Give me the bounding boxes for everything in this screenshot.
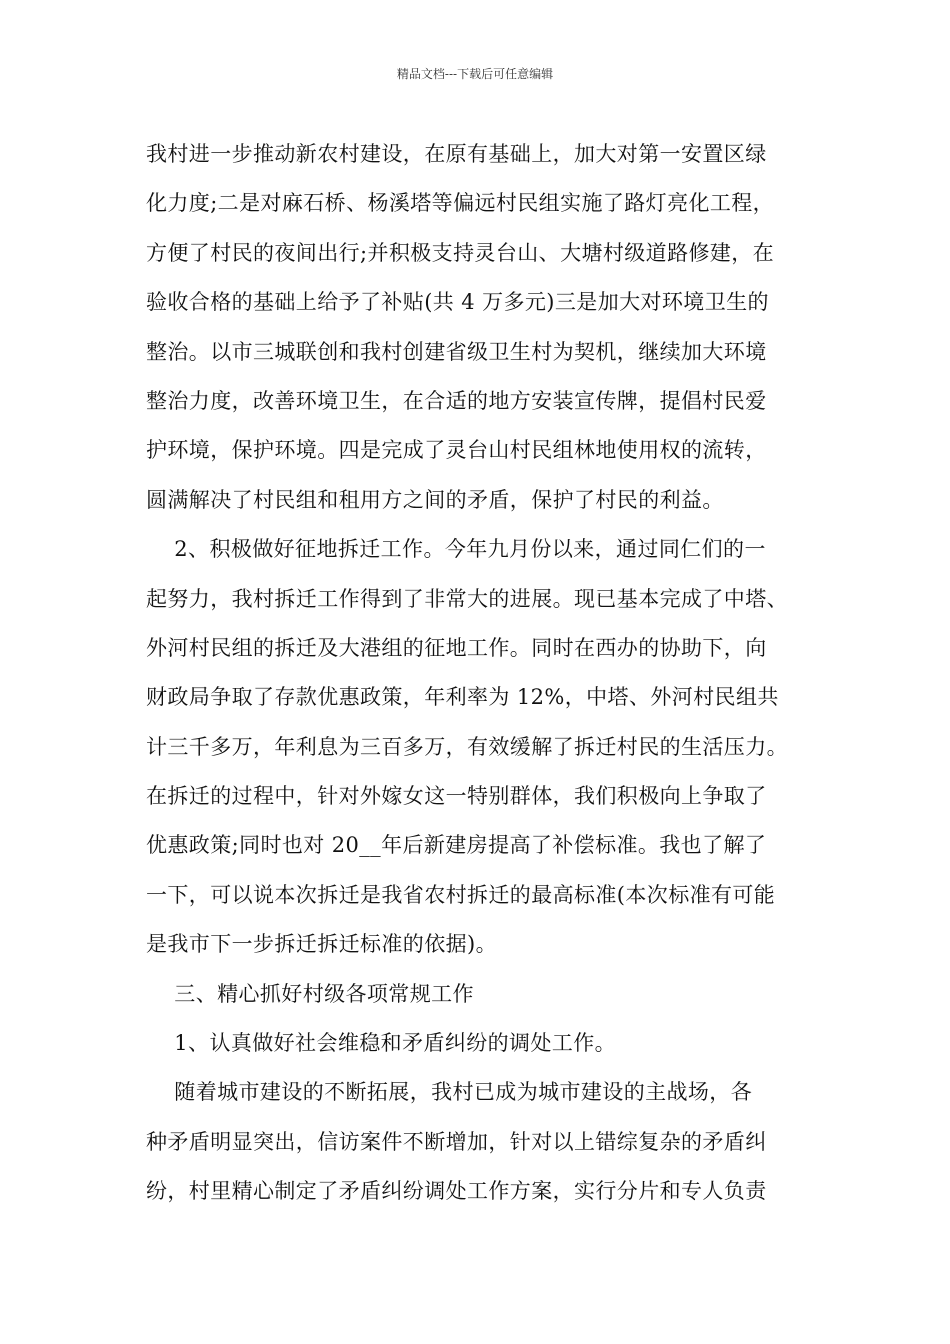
text-line: 验收合格的基础上给予了补贴(共 4 万多元)三是加大对环境卫生的 — [146, 290, 769, 315]
text-line: 计三千多万，年利息为三百多万，有效缓解了拆迁村民的生活压力。 — [146, 734, 788, 759]
text-line: 2、积极做好征地拆迁工作。今年九月份以来，通过同仁们的一 — [146, 537, 766, 562]
section-heading: 三、精心抓好村级各项常规工作 — [146, 981, 474, 1006]
subsection-heading: 1、认真做好社会维稳和矛盾纠纷的调处工作。 — [146, 1031, 617, 1056]
text-line: 化力度;二是对麻石桥、杨溪塔等偏远村民组实施了路灯亮化工程， — [146, 191, 775, 216]
text-line: 一下，可以说本次拆迁是我省农村拆迁的最高标准(本次标准有可能 — [146, 882, 776, 907]
text-line: 优惠政策;同时也对 20__年后新建房提高了补偿标准。我也了解了 — [146, 833, 767, 858]
page-header: 精品文档---下载后可任意编辑 — [396, 67, 554, 81]
text-line: 圆满解决了村民组和租用方之间的矛盾，保护了村民的利益。 — [146, 487, 724, 512]
text-line: 起努力，我村拆迁工作得到了非常大的进展。现已基本完成了中塔、 — [146, 586, 788, 611]
text-line: 外河村民组的拆迁及大港组的征地工作。同时在西办的协助下，向 — [146, 635, 767, 660]
text-line: 随着城市建设的不断拓展，我村已成为城市建设的主战场，各 — [146, 1080, 753, 1105]
text-line: 纷，村里精心制定了矛盾纠纷调处工作方案，实行分片和专人负责 — [146, 1179, 767, 1204]
text-line: 我村进一步推动新农村建设，在原有基础上，加大对第一安置区绿 — [146, 142, 767, 166]
text-line: 在拆迁的过程中，针对外嫁女这一特别群体，我们积极向上争取了 — [146, 784, 767, 809]
text-line: 整治。以市三城联创和我村创建省级卫生村为契机，继续加大环境 — [146, 339, 767, 364]
text-line: 整治力度，改善环境卫生，在合适的地方安装宣传牌，提倡村民爱 — [146, 388, 767, 413]
text-line: 护环境，保护环境。四是完成了灵台山村民组林地使用权的流转， — [146, 438, 767, 463]
text-line: 是我市下一步拆迁拆迁标准的依据)。 — [146, 932, 497, 957]
text-line: 财政局争取了存款优惠政策，年利率为 12%，中塔、外河村民组共 — [146, 685, 779, 710]
document-body — [146, 130, 810, 1217]
text-line: 方便了村民的夜间出行;并积极支持灵台山、大塘村级道路修建，在 — [146, 240, 775, 265]
text-line: 种矛盾明显突出，信访案件不断增加，针对以上错综复杂的矛盾纠 — [146, 1129, 767, 1154]
